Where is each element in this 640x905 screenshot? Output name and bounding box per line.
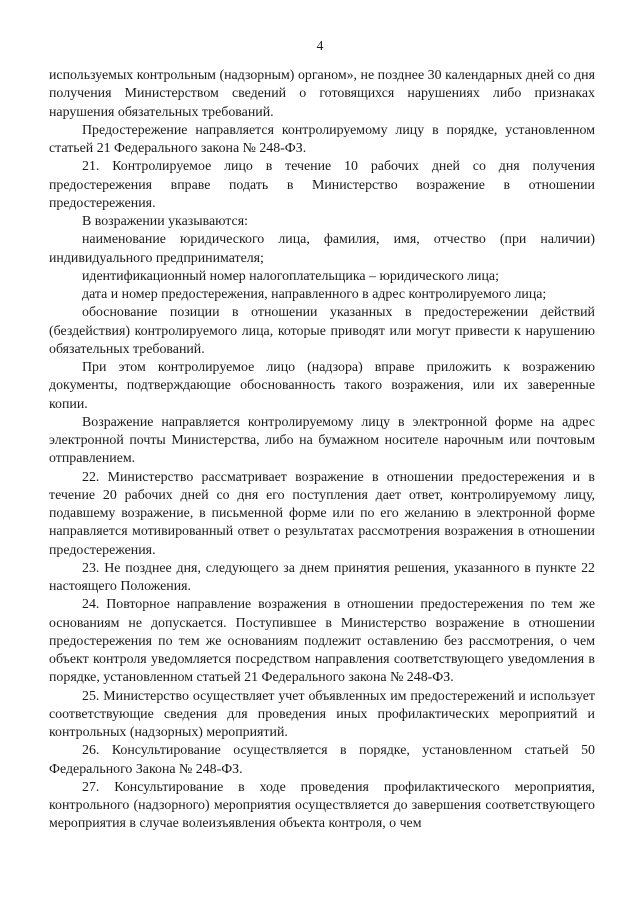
paragraph-item-26: 26. Консультирование осуществляется в порядке, установленном статьей 50 Федерального Закона № 248-ФЗ. bbox=[49, 743, 595, 777]
paragraph-item-23: 23. Не позднее дня, следующего за днем принятия решения, указанного в пункте 22 настоящего Положения. bbox=[49, 560, 595, 594]
paragraph-item-27: 27. Консультирование в ходе проведения профилактического мероприятия, контрольного (надзорного) мероприятия осуществляется до завершения соответствующего мероприятия в случае волеизъявления объекта контроля, о чем bbox=[49, 779, 595, 832]
paragraph-attachments: При этом контролируемое лицо (надзора) вправе приложить к возражению документы, подтверждающие обоснованность такого возражения, или их заверенные копии. bbox=[49, 360, 595, 412]
paragraph-item-21: 21. Контролируемое лицо в течение 10 рабочих дней со дня получения предостережения вправе подать в Министерство возражение в отношении предостережения. bbox=[49, 159, 595, 211]
paragraph-item-24: 24. Повторное направление возражения в отношении предостережения по тем же основаниям не допускается. Поступившее в Министерство возражение в отношении предостережения по тем же основаниям подлежит оставлению без рассмотрения, о чем объект контроля уведомляется посредством направления соответствующего уведомления в порядке, установленном статьей 21 Федерального закона № 248-ФЗ. bbox=[49, 597, 595, 686]
paragraph-objection-contents: В возражении указываются: bbox=[82, 214, 248, 229]
paragraph-item-25: 25. Министерство осуществляет учет объявленных им предостережений и использует соответствующие сведения для проведения иных профилактических мероприятий и контрольных (надзорных) мероприятий. bbox=[49, 688, 595, 740]
document-body bbox=[49, 67, 595, 834]
paragraph-continuation: используемых контрольным (надзорным) органом», не позднее 30 календарных дней со дня получения Министерством сведений о готовящихся нарушениях либо признаках нарушения обязательных требований. bbox=[49, 68, 595, 120]
paragraph-warning-delivery: Предостережение направляется контролируемому лицу в порядке, установленном статьей 21 Федерального закона № 248-ФЗ. bbox=[49, 122, 595, 156]
list-item-date-number: дата и номер предостережения, направленного в адрес контролируемого лица; bbox=[82, 287, 547, 302]
list-item-name: наименование юридического лица, фамилия, имя, отчество (при наличии) индивидуального предпринимателя; bbox=[49, 232, 595, 266]
list-item-tax-id: идентификационный номер налогоплательщика – юридического лица; bbox=[82, 268, 499, 284]
list-item-justification: обоснование позиции в отношении указанных в предостережении действий (бездействия) контролируемого лица, которые приводят или могут привести к нарушению обязательных требований. bbox=[49, 305, 595, 357]
page-number: 4 bbox=[316, 38, 324, 53]
paragraph-objection-delivery: Возражение направляется контролируемому лицу в электронной форме на адрес электронной почты Министерства, либо на бумажном носителе нарочным или почтовым отправлением. bbox=[49, 414, 595, 467]
paragraph-item-22: 22. Министерство рассматривает возражение в отношении предостережения и в течение 20 рабочих дней со дня его поступления дает ответ, контролируемому лицу, подавшему возражение, в письменной форме или по его желанию в электронной форме направляется мотивированный ответ о результатах рассмотрения возражения в отношении предостережения. bbox=[49, 469, 595, 558]
